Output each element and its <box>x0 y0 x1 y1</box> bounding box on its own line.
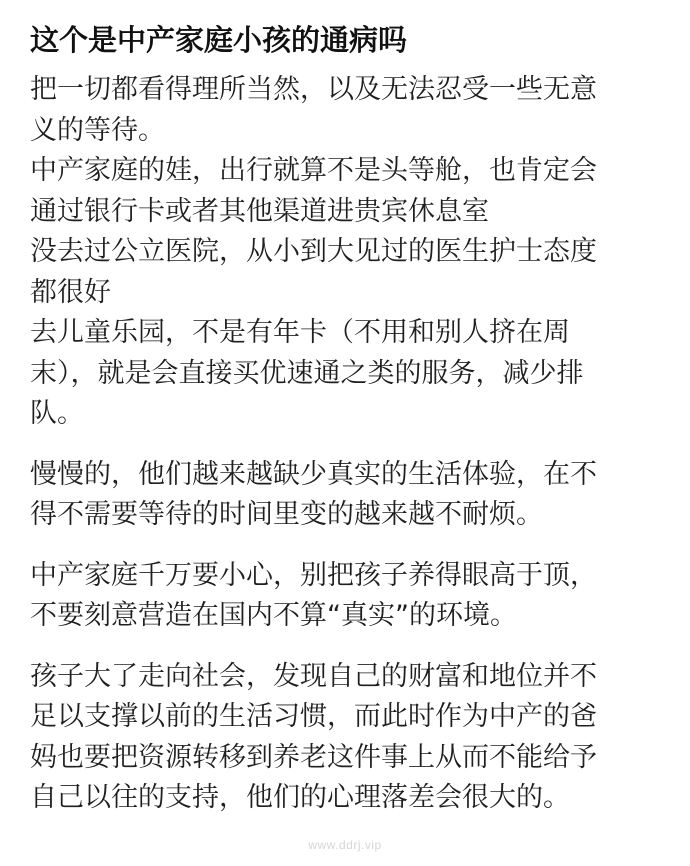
watermark-text: www.ddrj.vip <box>308 838 382 852</box>
body-line: 都很好 <box>30 276 111 308</box>
body-line: 自己以往的支持，他们的心理落差会很大的。 <box>30 782 570 813</box>
paragraph-gap <box>30 435 670 455</box>
body-line: 慢慢的，他们越来越缺少真实的生活体验，在不 <box>30 458 597 490</box>
body-line: 队。 <box>30 398 84 429</box>
body-line: 足以支撑以前的生活习惯，而此时作为中产的爸 <box>30 701 597 732</box>
body-line: 中产家庭千万要小心，别把孩子养得眼高于顶， <box>30 559 597 591</box>
body-line: 中产家庭的娃，出行就算不是头等舱，也肯定会 <box>30 155 597 186</box>
post-title: 这个是中产家庭小孩的通病吗 <box>30 23 408 57</box>
body-line: 去儿童乐园，不是有年卡（不用和别人挤在周 <box>30 317 570 348</box>
body-line: 孩子大了走向社会，发现自己的财富和地位并不 <box>30 660 597 692</box>
body-line: 妈也要把资源转移到养老这件事上从而不能给予 <box>30 741 597 773</box>
body-line: 没去过公立医院，从小到大见过的医生护士态度 <box>30 236 597 267</box>
post-body <box>30 70 670 819</box>
post-content <box>30 14 670 819</box>
paragraph-gap <box>30 536 670 556</box>
paragraph-gap <box>30 637 670 657</box>
body-line: 不要刻意营造在国内不算“真实”的环境。 <box>30 600 517 631</box>
body-line: 义的等待。 <box>30 114 165 146</box>
body-line: 得不需要等待的时间里变的越来越不耐烦。 <box>30 499 543 530</box>
body-line: 把一切都看得理所当然，以及无法忍受一些无意 <box>30 74 597 105</box>
body-line: 末），就是会直接买优速通之类的服务，减少排 <box>30 357 584 389</box>
body-line: 通过银行卡或者其他渠道进贵宾休息室 <box>30 195 489 227</box>
